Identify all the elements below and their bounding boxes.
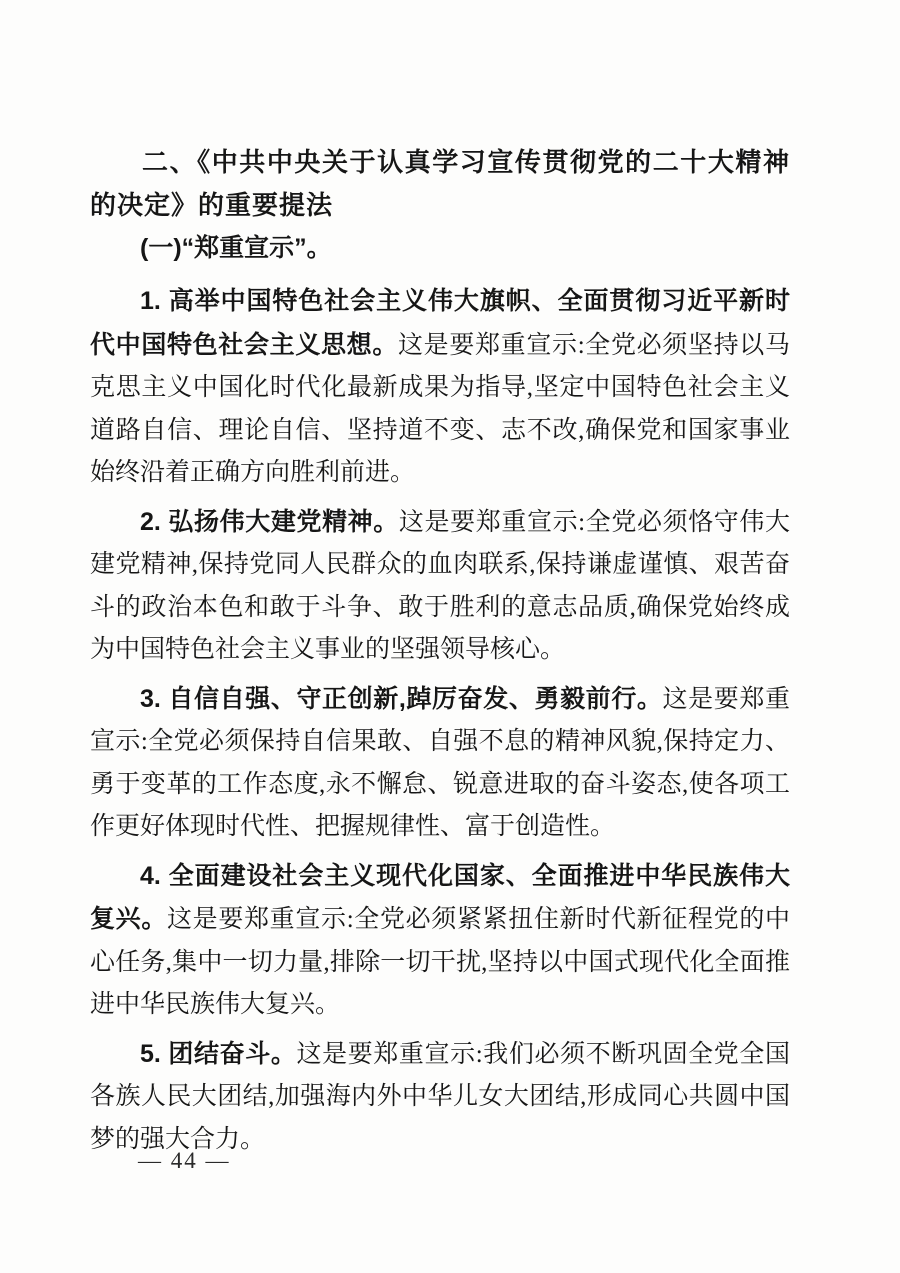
paragraph-5-body: 这是要郑重宣示:我们必须不断巩固全党全国各族人民大团结,加强海内外中华儿女大团结,形成同心共圆中国梦的强大合力。 — [90, 1040, 791, 1153]
subsection-heading: (一)“郑重宣示”。 — [140, 234, 332, 262]
section-heading: 二、《中共中央关于认真学习宣传贯彻党的二十大精神的决定》的重要提法 — [90, 147, 790, 220]
paragraph-3-lead: 3. 自信自强、守正创新,踔厉奋发、勇毅前行。 — [140, 684, 663, 713]
page-number: — 44 — — [138, 1148, 231, 1173]
paragraph-1 — [90, 280, 790, 495]
paragraph-3-body: 这是要郑重宣示:全党必须保持自信果敢、自强不息的精神风貌,保持定力、勇于变革的工作态度,永不懈怠、锐意进取的奋斗姿态,使各项工作更好体现时代性、把握规律性、富于创造性。 — [90, 685, 790, 840]
paragraph-1-lead: 1. 高举中国特色社会主义伟大旗帜、全面贯彻习近平新时代中国特色社会主义思想。 — [90, 287, 790, 359]
paragraph-3 — [90, 678, 790, 849]
paragraph-4 — [90, 855, 790, 1027]
paragraph-5 — [90, 1033, 790, 1162]
paragraph-4-body: 这是要郑重宣示:全党必须紧紧扭住新时代新征程党的中心任务,集中一切力量,排除一切干扰,坚持以中国式现代化全面推进中华民族伟大复兴。 — [90, 906, 790, 1018]
paragraph-5-lead: 5. 团结奋斗。 — [140, 1039, 297, 1068]
paragraph-4-lead: 4. 全面建设社会主义现代化国家、全面推进中华民族伟大复兴。 — [90, 861, 790, 933]
paragraph-2-lead: 2. 弘扬伟大建党精神。 — [140, 507, 399, 536]
paragraph-2-body: 这是要郑重宣示:全党必须恪守伟大建党精神,保持党同人民群众的血肉联系,保持谦虚谨慎、艰苦奋斗的政治本色和敢于斗争、敢于胜利的意志品质,确保党始终成为中国特色社会主义事业的坚强领导核心。 — [90, 508, 791, 663]
paragraph-2 — [90, 501, 790, 672]
paragraph-1-body: 这是要郑重宣示:全党必须坚持以马克思主义中国化时代化最新成果为指导,坚定中国特色社会主义道路自信、理论自信、坚持道不变、志不改,确保党和国家事业始终沿着正确方向胜利前进。 — [90, 331, 790, 486]
